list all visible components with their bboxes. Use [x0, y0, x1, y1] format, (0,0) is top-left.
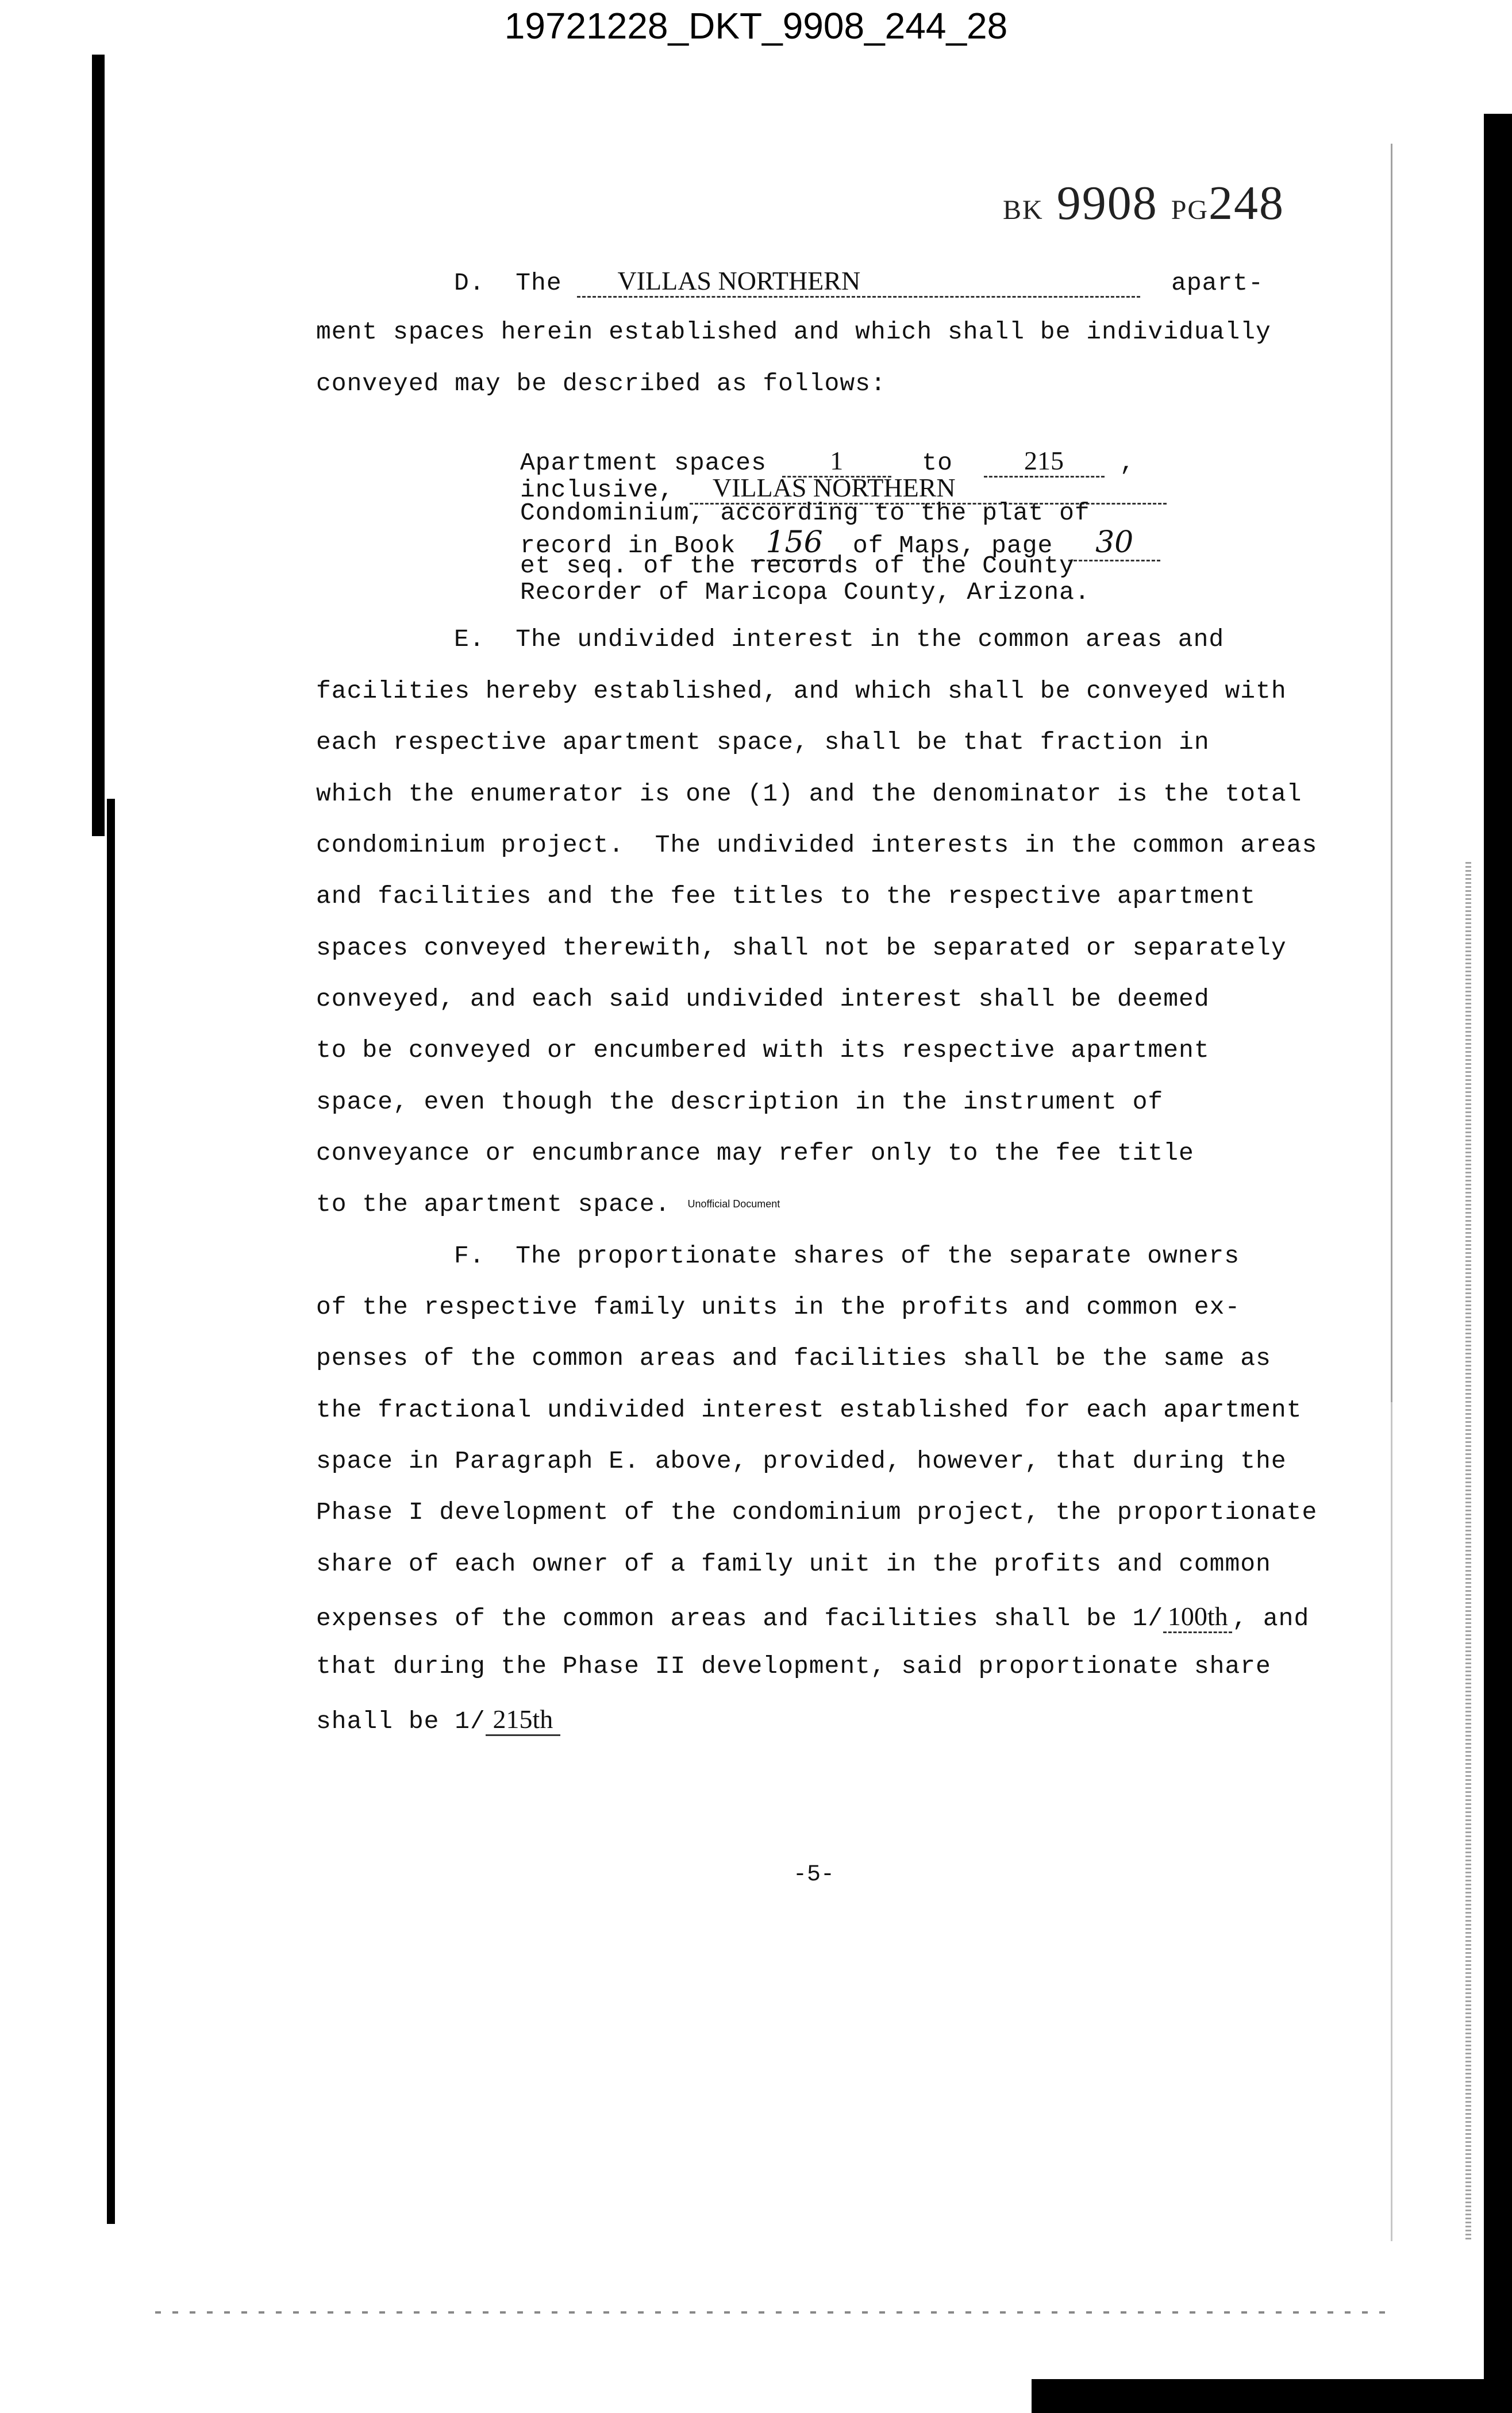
para-e-line-4: which the enumerator is one (1) and the denominator is the total: [316, 780, 1302, 808]
book-prefix: BK: [1003, 195, 1044, 225]
para-e-line-5: condominium project. The undivided interests in the common areas: [316, 831, 1318, 859]
para-d-line-2: ment spaces herein established and which shall be individually: [316, 318, 1271, 346]
para-d-condo-name: [577, 265, 1140, 298]
phase-2-share-fill: 215th: [486, 1704, 560, 1736]
para-f-line-3: penses of the common areas and facilities shall be the same as: [316, 1344, 1271, 1372]
book-number: 9908: [1056, 176, 1158, 230]
book-page-stamp: [1003, 175, 1284, 231]
scan-edge-noise: [1465, 862, 1471, 2241]
desc-page-number: 30: [1068, 525, 1160, 561]
para-f-line-2: of the respective family units in the profits and common ex-: [316, 1293, 1241, 1321]
para-e-line-2: facilities hereby established, and which shall be conveyed with: [316, 677, 1287, 705]
scan-edge-line: [1391, 144, 1392, 2241]
phase-1-share-fill: 100th: [1163, 1601, 1232, 1633]
para-f-line-10-text: shall be 1/: [316, 1707, 486, 1735]
para-d-the: The: [515, 269, 562, 297]
scan-border-bottom: [1032, 2379, 1512, 2413]
scan-border-right: [1484, 114, 1512, 2413]
para-f-line-4: the fractional undivided interest established for each apartment: [316, 1396, 1302, 1424]
desc-comma: ,: [1119, 449, 1136, 477]
para-e-line-1: E. The undivided interest in the common areas and: [454, 625, 1225, 653]
page-number-stamp: 248: [1209, 176, 1285, 230]
para-d-label: D.: [454, 269, 485, 297]
para-e-line-7: spaces conveyed therewith, shall not be separated or separately: [316, 934, 1287, 962]
desc-condo-name-text: VILLAS NORTHERN: [712, 473, 956, 502]
para-d-apart: apart-: [1171, 269, 1264, 297]
page-prefix: PG: [1171, 195, 1209, 225]
desc-from-number: 1: [782, 445, 891, 478]
para-e-line-9: to be conveyed or encumbered with its respective apartment: [316, 1036, 1210, 1064]
desc-book-number: 156: [751, 525, 837, 561]
scan-bottom-dots: [155, 2311, 1396, 2314]
para-f-line-8-end: , and: [1232, 1604, 1310, 1633]
para-e-line-3: each respective apartment space, shall be that fraction in: [316, 728, 1210, 756]
para-e-line-10: space, even though the description in the instrument of: [316, 1088, 1164, 1116]
para-f-line-9: that during the Phase II development, said proportionate share: [316, 1652, 1271, 1680]
document-id-header: 19721228_DKT_9908_244_28: [504, 5, 1008, 47]
scan-border-left: [92, 55, 105, 836]
para-d-line-1: [454, 265, 1264, 298]
desc-inclusive: inclusive,: [520, 476, 675, 504]
scan-border-left-lower: [107, 799, 115, 2224]
para-e-line-8: conveyed, and each said undivided interest shall be deemed: [316, 985, 1210, 1013]
para-d-condo-name-text: VILLAS NORTHERN: [617, 266, 861, 295]
para-d-line-3: conveyed may be described as follows:: [316, 370, 886, 398]
para-f-line-5: space in Paragraph E. above, provided, however, that during the: [316, 1447, 1287, 1475]
desc-apartment-spaces: Apartment spaces: [520, 449, 767, 477]
para-e-line-6: and facilities and the fee titles to the respective apartment: [316, 882, 1256, 910]
desc-record-in-book: record in Book: [520, 532, 736, 560]
page-number-footer: -5-: [793, 1862, 835, 1888]
para-f-line-1: F. The proportionate shares of the separate owners: [454, 1242, 1240, 1270]
para-f-line-10: [316, 1704, 560, 1736]
desc-to: to: [922, 449, 953, 477]
para-e-line-12-text: to the apartment space.: [316, 1190, 671, 1218]
desc-of-maps-page: of Maps, page: [852, 532, 1053, 560]
para-f-line-8-text: expenses of the common areas and facilities shall be 1/: [316, 1604, 1164, 1633]
desc-line-3: Condominium, according to the plat of: [520, 499, 1090, 527]
unofficial-watermark: Unofficial Document: [687, 1198, 780, 1210]
para-e-line-12: [316, 1190, 780, 1218]
para-f-line-6: Phase I development of the condominium project, the proportionate: [316, 1498, 1318, 1526]
desc-line-5: et seq. of the records of the County: [520, 552, 1075, 580]
para-f-line-7: share of each owner of a family unit in the profits and common: [316, 1550, 1271, 1578]
para-e-line-11: conveyance or encumbrance may refer only to the fee title: [316, 1139, 1194, 1167]
desc-line-6: Recorder of Maricopa County, Arizona.: [520, 578, 1090, 606]
desc-to-number: 215: [984, 445, 1105, 478]
para-f-line-8: [316, 1601, 1309, 1633]
